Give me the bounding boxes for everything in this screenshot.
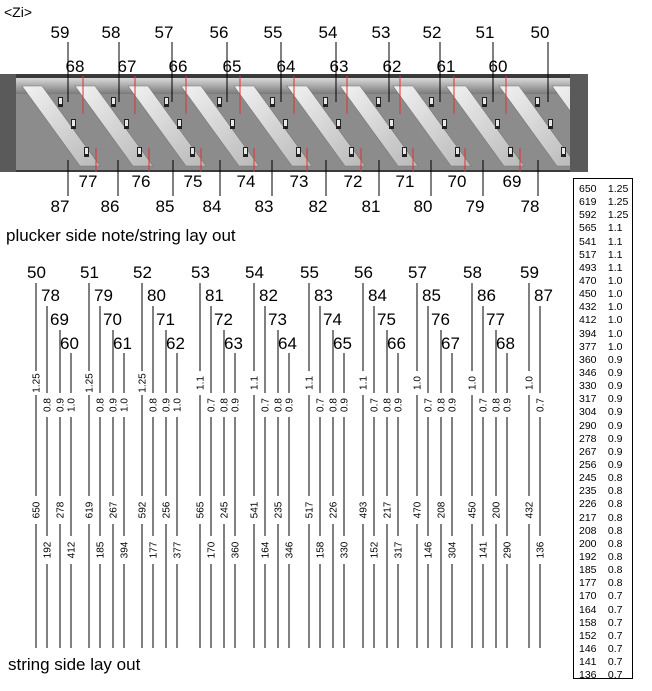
top-row2-label: 62 <box>382 57 402 76</box>
table-pitch: 141 <box>579 656 597 669</box>
table-pitch: 470 <box>579 274 597 287</box>
table-gauge: 1.1 <box>607 235 623 248</box>
string-gauge: 1.0 <box>412 376 424 390</box>
table-pitch: 493 <box>579 261 597 274</box>
table-pitch: 592 <box>579 209 597 222</box>
table-gauge: 1.1 <box>607 222 623 235</box>
table-gauge: 1.0 <box>607 274 623 287</box>
table-pitch: 450 <box>579 288 597 301</box>
table-gauge: 0.8 <box>607 550 623 563</box>
table-gauge: 0.8 <box>607 524 623 537</box>
table-pitch: 200 <box>579 537 597 550</box>
table-row <box>574 485 632 498</box>
bottom-row1-label: 84 <box>202 197 222 216</box>
table-gauge: 0.7 <box>607 603 623 616</box>
table-gauge: 1.25 <box>607 196 629 209</box>
table-pitch: 256 <box>579 458 597 471</box>
table-row <box>574 577 632 590</box>
layout-note-label: 56 <box>354 263 373 282</box>
bottom-row2-label: 71 <box>395 172 415 191</box>
plucker-side-caption: plucker side note/string lay out <box>6 226 236 245</box>
bottom-row2-label: 70 <box>447 172 467 191</box>
layout-note-label: 75 <box>377 310 396 329</box>
string-gauge: 0.9 <box>108 398 120 412</box>
string-pitch: 146 <box>423 541 435 559</box>
layout-note-label: 77 <box>486 310 505 329</box>
layout-note-label: 74 <box>323 310 342 329</box>
string-pitch: 217 <box>382 501 394 519</box>
string-pitch: 200 <box>491 501 503 519</box>
bottom-row1-label: 79 <box>465 197 485 216</box>
string-pitch: 192 <box>42 541 54 559</box>
layout-note-label: 73 <box>268 310 287 329</box>
layout-note-label: 66 <box>387 334 406 353</box>
top-row1-label: 50 <box>530 23 550 42</box>
table-gauge: 0.8 <box>607 577 623 590</box>
string-pitch: 267 <box>108 501 120 519</box>
table-row <box>574 630 632 643</box>
top-row2-label: 64 <box>276 57 296 76</box>
bottom-row2-label: 69 <box>502 172 522 191</box>
string-pitch: 650 <box>31 501 43 519</box>
string-gauge: 0.7 <box>535 398 547 412</box>
table-pitch: 226 <box>579 498 597 511</box>
string-pitch: 592 <box>137 501 149 519</box>
pitch-gauge-table <box>573 178 633 682</box>
table-pitch: 278 <box>579 432 597 445</box>
string-pitch: 517 <box>304 501 316 519</box>
table-row <box>574 656 632 669</box>
bottom-row1-label: 87 <box>50 197 70 216</box>
table-gauge: 0.9 <box>607 393 623 406</box>
table-row <box>574 433 632 446</box>
layout-note-label: 87 <box>534 286 553 305</box>
table-row <box>574 669 632 682</box>
string-gauge: 1.0 <box>524 376 536 390</box>
string-gauge: 1.1 <box>195 376 207 390</box>
top-row1-label: 57 <box>154 23 174 42</box>
layout-note-label: 65 <box>333 334 352 353</box>
table-pitch: 650 <box>579 183 597 195</box>
table-row <box>574 564 632 577</box>
string-pitch: 158 <box>315 541 327 559</box>
bottom-row1-label: 82 <box>308 197 328 216</box>
string-gauge: 0.9 <box>230 398 242 412</box>
top-row2-label: 60 <box>488 57 508 76</box>
table-gauge: 1.1 <box>607 248 623 261</box>
string-gauge: 0.9 <box>447 398 459 412</box>
table-pitch: 146 <box>579 642 597 655</box>
table-row <box>574 406 632 419</box>
string-pitch: 619 <box>84 501 96 519</box>
table-gauge: 0.9 <box>607 458 623 471</box>
string-gauge: 1.1 <box>358 376 370 390</box>
layout-note-label: 51 <box>80 263 99 282</box>
string-gauge: 0.9 <box>161 398 173 412</box>
table-row <box>574 209 632 222</box>
string-pitch: 208 <box>436 501 448 519</box>
table-gauge: 1.0 <box>607 301 623 314</box>
string-gauge: 0.9 <box>502 398 514 412</box>
layout-note-label: 84 <box>368 286 387 305</box>
table-row <box>574 314 632 327</box>
layout-note-label: 80 <box>147 286 166 305</box>
string-gauge: 0.8 <box>382 398 394 412</box>
bottom-row1-label: 85 <box>155 197 175 216</box>
table-gauge: 0.7 <box>607 616 623 629</box>
layout-note-label: 62 <box>166 334 185 353</box>
top-row1-label: 51 <box>475 23 495 42</box>
layout-note-label: 86 <box>477 286 496 305</box>
table-gauge: 0.9 <box>607 406 623 419</box>
table-gauge: 1.0 <box>607 288 623 301</box>
string-gauge: 0.8 <box>273 398 285 412</box>
table-row <box>574 459 632 472</box>
top-row2-label: 61 <box>436 57 456 76</box>
table-gauge: 1.0 <box>607 340 623 353</box>
string-gauge: 0.7 <box>315 398 327 412</box>
table-pitch: 394 <box>579 327 597 340</box>
table-gauge: 0.9 <box>607 380 623 393</box>
table-pitch: 170 <box>579 590 597 603</box>
top-row2-label: 66 <box>168 57 188 76</box>
table-gauge: 0.7 <box>607 590 623 603</box>
table-row <box>574 328 632 341</box>
table-row <box>574 590 632 603</box>
table-pitch: 235 <box>579 485 597 498</box>
string-gauge: 0.9 <box>393 398 405 412</box>
layout-note-label: 85 <box>422 286 441 305</box>
string-pitch: 360 <box>230 541 242 559</box>
string-pitch: 394 <box>119 541 131 559</box>
string-gauge: 1.1 <box>304 376 316 390</box>
string-gauge: 1.0 <box>172 398 184 412</box>
top-row2-label: 63 <box>329 57 349 76</box>
bottom-row1-label: 80 <box>413 197 433 216</box>
string-gauge: 0.8 <box>436 398 448 412</box>
table-gauge: 0.8 <box>607 485 623 498</box>
string-gauge: 0.9 <box>284 398 296 412</box>
table-row <box>574 196 632 209</box>
string-pitch: 565 <box>195 501 207 519</box>
layout-note-label: 79 <box>94 286 113 305</box>
string-gauge: 0.8 <box>42 398 54 412</box>
layout-note-label: 60 <box>60 334 79 353</box>
string-pitch: 377 <box>172 541 184 559</box>
table-pitch: 360 <box>579 353 597 366</box>
layout-note-label: 69 <box>50 310 69 329</box>
table-gauge: 1.1 <box>607 261 623 274</box>
table-row <box>574 380 632 393</box>
table-gauge: 0.9 <box>607 419 623 432</box>
table-pitch: 217 <box>579 511 597 524</box>
table-row <box>574 472 632 485</box>
bottom-row2-label: 72 <box>343 172 363 191</box>
layout-note-label: 71 <box>156 310 175 329</box>
table-gauge: 0.9 <box>607 353 623 366</box>
table-row <box>574 275 632 288</box>
table-row <box>574 525 632 538</box>
layout-note-label: 83 <box>314 286 333 305</box>
table-pitch: 192 <box>579 550 597 563</box>
table-row <box>574 341 632 354</box>
string-gauge: 0.8 <box>219 398 231 412</box>
top-row1-label: 54 <box>318 23 338 42</box>
layout-note-label: 50 <box>27 263 46 282</box>
table-gauge: 0.8 <box>607 564 623 577</box>
layout-note-label: 63 <box>224 334 243 353</box>
table-pitch: 267 <box>579 445 597 458</box>
table-row <box>574 512 632 525</box>
table-gauge: 0.8 <box>607 511 623 524</box>
string-gauge: 1.25 <box>84 373 96 393</box>
table-row <box>574 643 632 656</box>
string-pitch: 432 <box>524 501 536 519</box>
table-gauge: 0.8 <box>607 498 623 511</box>
table-pitch: 185 <box>579 564 597 577</box>
string-pitch: 256 <box>161 501 173 519</box>
table-row <box>574 538 632 551</box>
table-gauge: 0.7 <box>607 642 623 655</box>
string-pitch: 170 <box>206 541 218 559</box>
table-gauge: 0.8 <box>607 472 623 485</box>
string-pitch: 493 <box>358 501 370 519</box>
string-gauge: 1.25 <box>137 373 149 393</box>
string-pitch: 317 <box>393 541 405 559</box>
top-row2-label: 65 <box>222 57 242 76</box>
layout-note-label: 68 <box>496 334 515 353</box>
table-pitch: 164 <box>579 603 597 616</box>
string-pitch: 470 <box>412 501 424 519</box>
table-row <box>574 236 632 249</box>
bottom-row2-label: 77 <box>78 172 98 191</box>
table-gauge: 1.0 <box>607 327 623 340</box>
string-pitch: 290 <box>502 541 514 559</box>
string-gauge: 0.9 <box>55 398 67 412</box>
string-gauge: 0.8 <box>95 398 107 412</box>
table-gauge: 0.9 <box>607 366 623 379</box>
string-pitch: 541 <box>249 501 261 519</box>
top-row1-label: 59 <box>50 23 70 42</box>
table-gauge: 0.7 <box>607 656 623 669</box>
top-row1-label: 56 <box>209 23 229 42</box>
table-pitch: 412 <box>579 314 597 327</box>
table-row <box>574 301 632 314</box>
table-pitch: 541 <box>579 235 597 248</box>
table-row <box>574 498 632 511</box>
table-row <box>574 222 632 235</box>
string-gauge: 1.0 <box>467 376 479 390</box>
table-pitch: 304 <box>579 406 597 419</box>
table-gauge: 0.9 <box>607 445 623 458</box>
table-pitch: 377 <box>579 340 597 353</box>
top-row1-label: 55 <box>263 23 283 42</box>
layout-note-label: 53 <box>191 263 210 282</box>
layout-note-label: 76 <box>431 310 450 329</box>
table-gauge: 1.25 <box>607 183 629 195</box>
string-pitch: 450 <box>467 501 479 519</box>
layout-note-label: 72 <box>214 310 233 329</box>
table-pitch: 136 <box>579 669 597 682</box>
string-pitch: 152 <box>369 541 381 559</box>
table-pitch: 619 <box>579 196 597 209</box>
table-row <box>574 249 632 262</box>
table-gauge: 1.25 <box>607 209 629 222</box>
layout-note-label: 58 <box>463 263 482 282</box>
string-pitch: 164 <box>260 541 272 559</box>
table-pitch: 517 <box>579 248 597 261</box>
bottom-row1-label: 78 <box>520 197 540 216</box>
string-pitch: 141 <box>478 541 490 559</box>
page-title: <Zi> <box>4 4 33 20</box>
table-row <box>574 393 632 406</box>
top-row1-label: 58 <box>101 23 121 42</box>
layout-note-label: 78 <box>41 286 60 305</box>
layout-note-label: 59 <box>520 263 539 282</box>
bottom-row2-label: 74 <box>236 172 256 191</box>
string-pitch: 136 <box>535 541 547 559</box>
string-gauge: 0.7 <box>260 398 272 412</box>
bottom-row1-label: 81 <box>361 197 381 216</box>
string-pitch: 346 <box>284 541 296 559</box>
table-row <box>574 446 632 459</box>
string-gauge: 0.8 <box>328 398 340 412</box>
table-row <box>574 262 632 275</box>
top-row1-label: 52 <box>422 23 442 42</box>
string-gauge: 1.1 <box>249 376 261 390</box>
top-row2-label: 67 <box>117 57 137 76</box>
string-pitch: 226 <box>328 501 340 519</box>
string-gauge: 0.8 <box>148 398 160 412</box>
table-row <box>574 420 632 433</box>
table-row <box>574 183 632 196</box>
top-row1-label: 53 <box>371 23 391 42</box>
layout-note-label: 82 <box>259 286 278 305</box>
string-gauge: 1.0 <box>119 398 131 412</box>
table-pitch: 152 <box>579 629 597 642</box>
layout-note-label: 67 <box>441 334 460 353</box>
string-gauge: 0.7 <box>423 398 435 412</box>
string-gauge: 1.25 <box>31 373 43 393</box>
layout-note-label: 70 <box>103 310 122 329</box>
table-pitch: 177 <box>579 577 597 590</box>
layout-note-label: 55 <box>300 263 319 282</box>
table-pitch: 565 <box>579 222 597 235</box>
layout-note-label: 81 <box>205 286 224 305</box>
table-gauge: 0.7 <box>607 669 623 682</box>
bottom-row2-label: 75 <box>183 172 203 191</box>
table-pitch: 432 <box>579 301 597 314</box>
table-gauge: 0.7 <box>607 629 623 642</box>
layout-note-label: 57 <box>408 263 427 282</box>
bottom-row2-label: 73 <box>289 172 309 191</box>
string-pitch: 278 <box>55 501 67 519</box>
layout-note-label: 64 <box>278 334 297 353</box>
table-pitch: 158 <box>579 616 597 629</box>
bottom-row1-label: 83 <box>254 197 274 216</box>
string-gauge: 0.8 <box>491 398 503 412</box>
table-row <box>574 551 632 564</box>
string-side-caption: string side lay out <box>8 655 141 674</box>
layout-note-label: 54 <box>245 263 264 282</box>
string-gauge: 0.9 <box>339 398 351 412</box>
table-pitch: 346 <box>579 366 597 379</box>
string-gauge: 0.7 <box>478 398 490 412</box>
string-pitch: 304 <box>447 541 459 559</box>
table-gauge: 0.9 <box>607 432 623 445</box>
table-pitch: 245 <box>579 472 597 485</box>
table-pitch: 290 <box>579 419 597 432</box>
bottom-row2-label: 76 <box>131 172 151 191</box>
layout-note-label: 52 <box>133 263 152 282</box>
string-pitch: 185 <box>95 541 107 559</box>
string-pitch: 235 <box>273 501 285 519</box>
table-gauge: 1.0 <box>607 314 623 327</box>
bottom-row1-label: 86 <box>100 197 120 216</box>
instrument-photo <box>0 74 588 172</box>
table-row <box>574 617 632 630</box>
string-gauge: 0.7 <box>369 398 381 412</box>
table-row <box>574 354 632 367</box>
layout-note-label: 61 <box>113 334 132 353</box>
string-pitch: 412 <box>66 541 78 559</box>
table-row <box>574 604 632 617</box>
string-gauge: 0.7 <box>206 398 218 412</box>
table-row <box>574 288 632 301</box>
table-pitch: 330 <box>579 380 597 393</box>
table-pitch: 317 <box>579 393 597 406</box>
table-row <box>574 367 632 380</box>
top-row2-label: 68 <box>65 57 85 76</box>
table-pitch: 208 <box>579 524 597 537</box>
string-pitch: 330 <box>339 541 351 559</box>
string-gauge: 1.0 <box>66 398 78 412</box>
table-gauge: 0.8 <box>607 537 623 550</box>
string-pitch: 245 <box>219 501 231 519</box>
string-pitch: 177 <box>148 541 160 559</box>
